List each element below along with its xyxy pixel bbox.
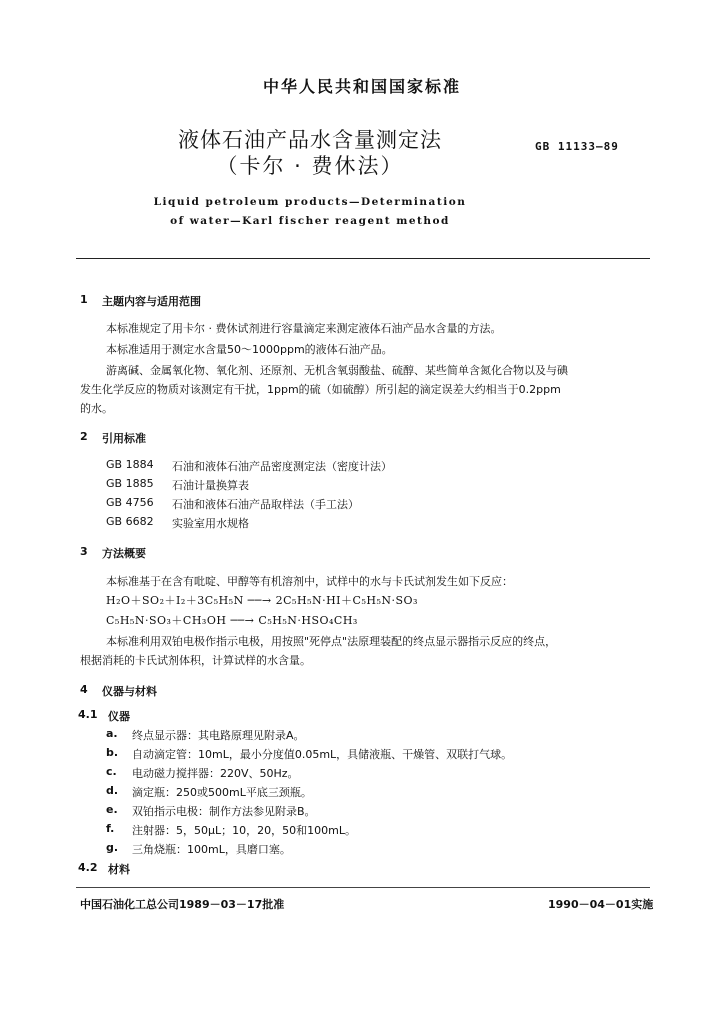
list-item-text: 三角烧瓶：100mL，具磨口塞。 [132,843,291,856]
section-4-number: 4 [80,683,88,696]
list-item-text: 双铂指示电极：制作方法参见附录B。 [132,805,316,818]
header-divider [76,258,650,259]
section-1-paragraph-2: 本标准适用于测定水含量50～1000ppm的液体石油产品。 [106,343,393,356]
document-title: 液体石油产品水含量测定法 [178,128,442,152]
list-item-letter: e. [106,803,118,816]
subsection-4-1-title: 仪器 [108,710,130,723]
subsection-4-1-number: 4.1 [78,708,98,721]
section-3-number: 3 [80,545,88,558]
reference-code: GB 1885 [106,477,154,490]
list-item-letter: a. [106,727,118,740]
section-1-number: 1 [80,293,88,306]
standard-type-heading: 中华人民共和国国家标准 [262,77,461,96]
list-item-letter: b. [106,746,119,759]
section-2-number: 2 [80,430,88,443]
section-1-paragraph-1: 本标准规定了用卡尔 · 费休试剂进行容量滴定来测定液体石油产品水含量的方法。 [106,322,502,335]
list-item-letter: d. [106,784,119,797]
section-1-title: 主题内容与适用范围 [102,295,201,308]
list-item-text: 滴定瓶：250或500mL平底三颈瓶。 [132,786,312,799]
section-2-title: 引用标准 [102,432,146,445]
reference-title: 石油和液体石油产品取样法（手工法） [172,498,359,511]
reference-code: GB 4756 [106,496,154,509]
section-3-title: 方法概要 [102,547,146,560]
reaction-equation-1: H₂O＋SO₂＋I₂＋3C₅H₅N ──→ 2C₅H₅N·HI＋C₅H₅N·SO₃ [106,594,418,607]
subsection-4-2-title: 材料 [108,863,130,876]
reference-title: 实验室用水规格 [172,517,249,530]
list-item-letter: g. [106,841,119,854]
list-item-letter: c. [106,765,117,778]
list-item-text: 终点显示器：其电路原理见附录A。 [132,729,305,742]
section-1-paragraph-3-line-3: 的水。 [80,402,113,415]
list-item-text: 自动滴定管：10mL，最小分度值0.05mL，具储液瓶、干燥管、双联打气球。 [132,748,513,761]
list-item-letter: f. [106,822,115,835]
subsection-4-2-number: 4.2 [78,861,98,874]
approval-date: 中国石油化工总公司1989－03－17批准 [80,898,285,911]
document-subtitle: （卡尔 · 费休法） [216,154,404,178]
footer-divider [76,887,650,888]
english-title-line-1: Liquid petroleum products—Determination [153,196,467,208]
section-3-paragraph-2-line-1: 本标准利用双铂电极作指示电极，用按照"死停点"法原理装配的终点显示器指示反应的终点， [106,635,557,648]
standard-code: GB 11133—89 [535,140,619,153]
section-1-paragraph-3-line-1: 游离碱、金属氧化物、氧化剂、还原剂、无机含氧弱酸盐、硫醇、某些简单含氮化合物以及与碘 [106,364,568,377]
reference-title: 石油和液体石油产品密度测定法（密度计法） [172,460,392,473]
reaction-equation-2: C₅H₅N·SO₃＋CH₃OH ──→ C₅H₅N·HSO₄CH₃ [106,614,358,627]
effective-date: 1990－04－01实施 [548,898,654,911]
reference-title: 石油计量换算表 [172,479,249,492]
english-title-line-2: of water—Karl fischer reagent method [170,215,450,227]
section-4-title: 仪器与材料 [102,685,157,698]
section-1-paragraph-3-line-2: 发生化学反应的物质对该测定有干扰，1ppm的硫（如硫醇）所引起的滴定误差大约相当于0.2ppm [80,383,561,396]
section-3-paragraph-1: 本标准基于在含有吡啶、甲醇等有机溶剂中，试样中的水与卡氏试剂发生如下反应： [106,575,513,588]
reference-code: GB 1884 [106,458,154,471]
section-3-paragraph-2-line-2: 根据消耗的卡氏试剂体积，计算试样的水含量。 [80,654,311,667]
list-item-text: 注射器：5，50μL；10，20，50和100mL。 [132,824,356,837]
reference-code: GB 6682 [106,515,154,528]
list-item-text: 电动磁力搅拌器：220V、50Hz。 [132,767,299,780]
